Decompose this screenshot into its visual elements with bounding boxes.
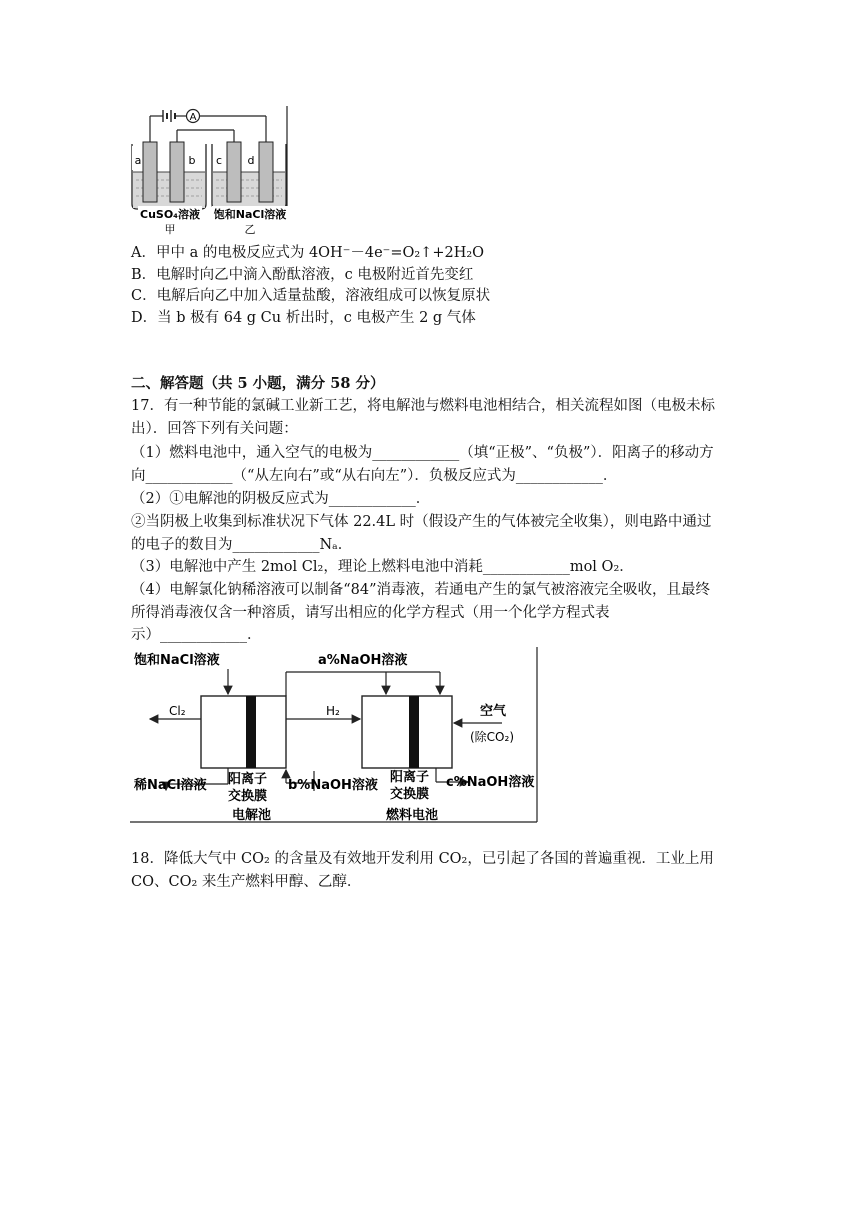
battery-icon	[150, 110, 186, 122]
electrode-a	[143, 142, 157, 202]
q18-line: CO、CO₂ 来生产燃料甲醇、乙醇．	[131, 874, 362, 890]
left-cell-label: 甲	[164, 223, 176, 236]
chlor-alkali-flow-diagram	[128, 647, 540, 825]
b-naoh-label: b%NaOH溶液	[288, 778, 378, 793]
electrode-d	[259, 142, 273, 202]
q17-line: 所得消毒液仅含一种溶质，请写出相应的化学方程式（用一个化学方程式表	[131, 605, 610, 621]
section-title: 二、解答题（共 5 小题，满分 58 分）	[131, 375, 385, 392]
cl2-label: Cl₂	[169, 704, 186, 718]
q17-line: 示）____________．	[131, 627, 262, 643]
q17-line: （4）电解氯化钠稀溶液可以制备“84”消毒液，若通电产生的氯气被溶液完全吸收，且最终	[131, 582, 710, 598]
electrode-a-label: a	[134, 154, 142, 167]
electrode-c-label: c	[215, 154, 223, 167]
fuel-cell-box	[362, 696, 452, 768]
q17-line: 的电子的数目为____________Nₐ．	[131, 537, 353, 553]
membrane-2-label-line1: 阳离子	[390, 770, 430, 785]
membrane-2-label-line2: 交换膜	[390, 787, 430, 802]
q17-line: （1）燃料电池中，通入空气的电极为____________（填“正极”、“负极”）．阳离子的移动方	[131, 445, 714, 461]
option-a: A．甲中 a 的电极反应式为 4OH⁻－4e⁻=O₂↑+2H₂O	[131, 245, 485, 261]
right-cell-label: 乙	[244, 223, 256, 236]
h2-label: H₂	[326, 704, 340, 718]
q17-line: ②当阴极上收集到标准状况下气体 22.4L 时（假设产生的气体被完全收集），则电路中通过	[131, 514, 712, 530]
q18-line: 18．降低大气中 CO₂ 的含量及有效地开发利用 CO₂，已引起了各国的普遍重视．工业上用	[131, 851, 714, 867]
q17-line: 出）．回答下列有关问题：	[131, 421, 298, 437]
q17-line: 向____________（“从左向右”或“从右向左”）．负极反应式为____________．	[131, 468, 618, 484]
q17-line: 17．有一种节能的氯碱工业新工艺，将电解池与燃料电池相结合，相关流程如图（电极未标	[131, 398, 715, 414]
electrolyzer-label: 电解池	[232, 808, 272, 823]
a-naoh-label: a%NaOH溶液	[318, 653, 408, 668]
electrolysis-cells-figure	[128, 106, 293, 236]
membrane-1-label-line2: 交换膜	[228, 789, 268, 804]
electrode-d-label: d	[247, 154, 255, 167]
option-d: D．当 b 极有 64 g Cu 析出时，c 电极产生 2 g 气体	[131, 310, 476, 326]
c-naoh-label: c%NaOH溶液	[446, 775, 535, 790]
dilute-nacl-label: 稀NaCl溶液	[134, 778, 207, 793]
electrolyzer-box	[201, 696, 286, 768]
fuel-cell-label: 燃料电池	[386, 808, 439, 823]
q17-line: （2）①电解池的阴极反应式为____________．	[131, 491, 431, 507]
membrane-2	[409, 696, 419, 768]
membrane-1	[246, 696, 256, 768]
electrode-b	[170, 142, 184, 202]
electrode-b-label: b	[188, 154, 196, 167]
q17-line: （3）电解池中产生 2mol Cl₂，理论上燃料电池中消耗____________mol O₂．	[131, 559, 634, 575]
option-c: C．电解后向乙中加入适量盐酸，溶液组成可以恢复原状	[131, 288, 491, 304]
electrode-c	[227, 142, 241, 202]
air-label: 空气	[480, 704, 507, 719]
remove-co2-label: (除CO₂)	[470, 730, 514, 744]
left-solution-label: CuSO₄溶液	[140, 208, 200, 221]
ammeter-label: A	[189, 112, 197, 123]
option-b: B．电解时向乙中滴入酚酞溶液，c 电极附近首先变红	[131, 267, 474, 283]
membrane-1-label-line1: 阳离子	[228, 772, 268, 787]
right-solution-label: 饱和NaCl溶液	[213, 208, 287, 221]
saturated-nacl-label: 饱和NaCl溶液	[134, 653, 220, 668]
